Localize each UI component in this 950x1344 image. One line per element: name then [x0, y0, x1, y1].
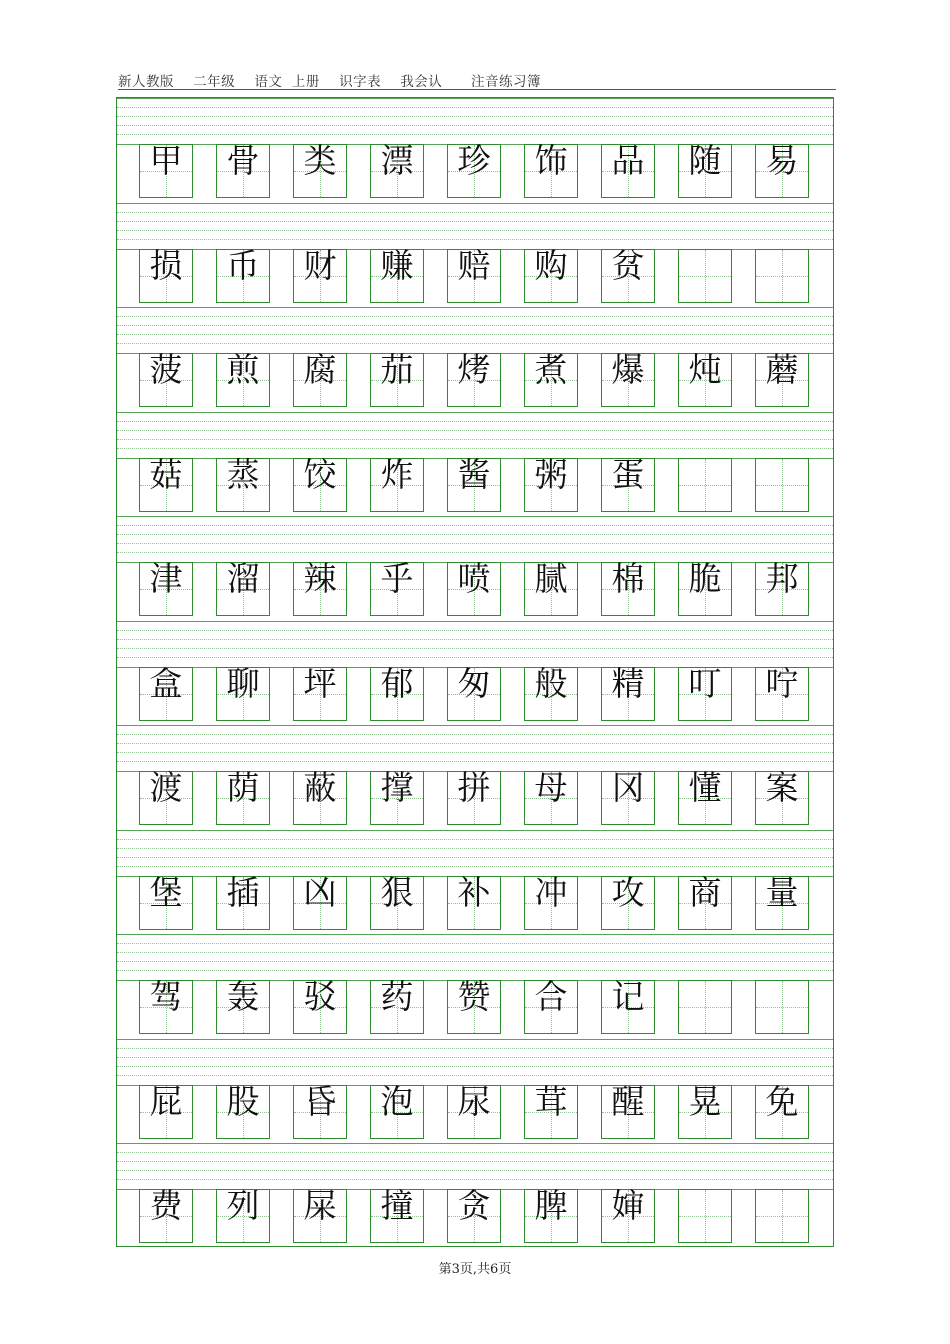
practice-row [117, 516, 833, 620]
character-cell [678, 1081, 732, 1139]
character-cell [755, 663, 809, 721]
pinyin-guide-line [117, 934, 833, 935]
pinyin-guide-line [117, 952, 833, 953]
character-cell [216, 1186, 270, 1243]
character-cell [601, 1186, 655, 1243]
pinyin-guide-line [117, 203, 833, 204]
hanzi-character: 贫 [611, 245, 645, 285]
page-header: 新人教版 二年级 语文 上册 识字表 我会认 注音练习簿 [118, 70, 836, 90]
pinyin-guide-line [117, 212, 833, 213]
character-cell [216, 141, 270, 198]
character-cell [293, 977, 347, 1034]
character-cell [447, 1081, 501, 1139]
hanzi-character: 咛 [765, 663, 799, 703]
hanzi-character: 茸 [534, 1081, 568, 1121]
practice-row [117, 307, 833, 411]
hanzi-character: 辣 [303, 559, 337, 598]
character-cell [139, 872, 193, 930]
pinyin-guide-line [117, 1143, 833, 1144]
hanzi-character: 喷 [457, 559, 491, 598]
character-cell [139, 454, 193, 512]
hanzi-character: 母 [534, 768, 568, 807]
character-cell [370, 245, 424, 303]
character-cell [216, 559, 270, 616]
character-cell [139, 1081, 193, 1139]
hanzi-character: 攻 [611, 872, 645, 912]
hanzi-character: 脾 [534, 1186, 568, 1225]
pinyin-guide-line [117, 430, 833, 431]
pinyin-guide-line [117, 239, 833, 240]
character-cell [601, 350, 655, 407]
hanzi-character: 棉 [611, 559, 645, 598]
character-cell [601, 454, 655, 512]
character-cell [139, 977, 193, 1034]
character-cell [601, 663, 655, 721]
hanzi-character: 记 [611, 977, 645, 1016]
character-cell [447, 768, 501, 825]
character-cell [370, 768, 424, 825]
character-cell [370, 454, 424, 512]
character-cell [601, 977, 655, 1034]
hanzi-character: 补 [457, 872, 491, 912]
character-cell [678, 249, 732, 303]
hanzi-character: 冲 [534, 872, 568, 912]
hanzi-character: 屁 [149, 1081, 183, 1121]
practice-row [117, 830, 833, 934]
hanzi-character: 列 [226, 1186, 260, 1225]
pinyin-guide-line [117, 116, 833, 117]
hanzi-character: 合 [534, 977, 568, 1016]
hanzi-character: 狠 [380, 872, 414, 912]
pinyin-guide-line [117, 630, 833, 631]
pinyin-guide-line [117, 134, 833, 135]
hanzi-character: 币 [226, 245, 260, 285]
character-cell [216, 1081, 270, 1139]
hanzi-character: 蘑 [765, 350, 799, 389]
hanzi-character: 婶 [611, 1186, 645, 1225]
hanzi-character: 类 [303, 141, 337, 180]
hanzi-character: 腐 [303, 350, 337, 389]
character-cell [293, 1081, 347, 1139]
character-cell [447, 245, 501, 303]
hanzi-character: 渡 [149, 768, 183, 807]
hanzi-character: 脆 [688, 559, 722, 598]
page-number: 第3页,共6页 [438, 1262, 512, 1277]
pinyin-guide-line [117, 761, 833, 762]
character-cell [370, 872, 424, 930]
pinyin-guide-line [117, 125, 833, 126]
character-cell [755, 458, 809, 512]
practice-row [117, 1143, 833, 1247]
hanzi-character: 贪 [457, 1186, 491, 1225]
pinyin-guide-line [117, 516, 833, 517]
pinyin-guide-line [117, 552, 833, 553]
character-cell [139, 1186, 193, 1243]
hanzi-character: 爆 [611, 350, 645, 389]
practice-row [117, 412, 833, 516]
hanzi-character: 晃 [688, 1081, 722, 1121]
hanzi-character: 驾 [149, 977, 183, 1016]
hanzi-character: 撑 [380, 768, 414, 807]
character-cell [216, 977, 270, 1034]
character-cell [216, 350, 270, 407]
hanzi-character: 驳 [303, 977, 337, 1016]
practice-row [117, 725, 833, 829]
hanzi-character: 撞 [380, 1186, 414, 1225]
hanzi-character: 堡 [149, 872, 183, 912]
character-cell [678, 458, 732, 512]
pinyin-guide-line [117, 830, 833, 831]
character-cell [755, 768, 809, 825]
hanzi-character: 品 [611, 141, 645, 180]
hanzi-character: 赚 [380, 245, 414, 285]
hanzi-character: 骨 [226, 141, 260, 180]
character-cell [293, 141, 347, 198]
character-cell [216, 663, 270, 721]
character-cell [447, 977, 501, 1034]
pinyin-guide-line [117, 525, 833, 526]
hanzi-character: 量 [765, 872, 799, 912]
pinyin-guide-line [117, 752, 833, 753]
pinyin-guide-line [117, 343, 833, 344]
character-cell [755, 1081, 809, 1139]
character-cell [216, 768, 270, 825]
character-cell [678, 663, 732, 721]
character-cell [370, 1186, 424, 1243]
hanzi-character: 蛋 [611, 454, 645, 494]
character-cell [293, 1186, 347, 1243]
hanzi-character: 煮 [534, 350, 568, 389]
hanzi-character: 费 [149, 1186, 183, 1225]
hanzi-character: 匆 [457, 663, 491, 703]
hanzi-character: 漂 [380, 141, 414, 180]
character-cell [447, 559, 501, 616]
hanzi-character: 拼 [457, 768, 491, 807]
hanzi-character: 饰 [534, 141, 568, 180]
cell-guide-vertical [705, 250, 706, 302]
hanzi-character: 津 [149, 559, 183, 598]
character-cell [524, 1081, 578, 1139]
pinyin-guide-line [117, 1161, 833, 1162]
character-cell [293, 559, 347, 616]
character-cell [601, 245, 655, 303]
pinyin-guide-line [117, 734, 833, 735]
hanzi-character: 盒 [149, 663, 183, 703]
practice-row [117, 621, 833, 725]
pinyin-guide-line [117, 1075, 833, 1076]
hanzi-character: 炸 [380, 454, 414, 494]
hanzi-character: 赞 [457, 977, 491, 1016]
cell-guide-vertical [782, 1190, 783, 1242]
pinyin-guide-line [117, 866, 833, 867]
hanzi-character: 郁 [380, 663, 414, 703]
character-cell [524, 454, 578, 512]
character-cell [447, 141, 501, 198]
character-cell [601, 1081, 655, 1139]
pinyin-guide-line [117, 307, 833, 308]
character-cell [370, 977, 424, 1034]
cell-guide-vertical [782, 981, 783, 1033]
character-cell [139, 768, 193, 825]
character-cell [678, 768, 732, 825]
hanzi-character: 叮 [688, 663, 722, 703]
pinyin-guide-line [117, 439, 833, 440]
character-cell [293, 768, 347, 825]
pinyin-guide-line [117, 534, 833, 535]
character-cell [293, 245, 347, 303]
hanzi-character: 坪 [303, 663, 337, 703]
hanzi-character: 甲 [149, 141, 183, 180]
hanzi-character: 菠 [149, 350, 183, 389]
character-cell [601, 141, 655, 198]
character-cell [370, 1081, 424, 1139]
character-practice-grid [116, 97, 834, 1247]
pinyin-guide-line [117, 230, 833, 231]
pinyin-guide-line [117, 316, 833, 317]
hanzi-character: 商 [688, 872, 722, 912]
character-cell [447, 872, 501, 930]
pinyin-guide-line [117, 970, 833, 971]
character-cell [524, 977, 578, 1034]
hanzi-character: 免 [765, 1081, 799, 1121]
hanzi-character: 尿 [457, 1081, 491, 1121]
character-cell [139, 350, 193, 407]
character-cell [524, 872, 578, 930]
character-cell [755, 350, 809, 407]
pinyin-guide-line [117, 412, 833, 413]
hanzi-character: 醒 [611, 1081, 645, 1121]
character-cell [293, 350, 347, 407]
character-cell [216, 245, 270, 303]
character-cell [601, 559, 655, 616]
character-cell [216, 872, 270, 930]
character-cell [370, 559, 424, 616]
pinyin-guide-line [117, 421, 833, 422]
cell-guide-vertical [705, 459, 706, 511]
cell-guide-vertical [705, 1190, 706, 1242]
character-cell [293, 663, 347, 721]
pinyin-guide-line [117, 621, 833, 622]
character-cell [678, 872, 732, 930]
character-cell [447, 350, 501, 407]
character-cell [524, 141, 578, 198]
hanzi-character: 插 [226, 872, 260, 912]
character-cell [755, 980, 809, 1034]
hanzi-character: 冈 [611, 768, 645, 807]
hanzi-character: 菇 [149, 454, 183, 494]
character-cell [139, 663, 193, 721]
hanzi-character: 懂 [688, 768, 722, 807]
cell-guide-vertical [705, 981, 706, 1033]
hanzi-character: 珍 [457, 141, 491, 180]
hanzi-character: 蔽 [303, 768, 337, 807]
hanzi-character: 饺 [303, 454, 337, 494]
pinyin-guide-line [117, 1152, 833, 1153]
pinyin-guide-line [117, 839, 833, 840]
character-cell [524, 663, 578, 721]
practice-row [117, 1039, 833, 1143]
hanzi-character: 精 [611, 663, 645, 703]
hanzi-character: 乎 [380, 559, 414, 598]
character-cell [678, 141, 732, 198]
character-cell [755, 141, 809, 198]
hanzi-character: 腻 [534, 559, 568, 598]
hanzi-character: 财 [303, 245, 337, 285]
pinyin-guide-line [117, 1170, 833, 1171]
hanzi-character: 溜 [226, 559, 260, 598]
character-cell [139, 141, 193, 198]
character-cell [139, 245, 193, 303]
hanzi-character: 赔 [457, 245, 491, 285]
pinyin-guide-line [117, 848, 833, 849]
character-cell [293, 872, 347, 930]
hanzi-character: 购 [534, 245, 568, 285]
character-cell [601, 872, 655, 930]
character-cell [755, 1189, 809, 1243]
practice-row [117, 98, 833, 202]
pinyin-guide-line [117, 639, 833, 640]
hanzi-character: 酱 [457, 454, 491, 494]
hanzi-character: 轰 [226, 977, 260, 1016]
pinyin-guide-line [117, 1179, 833, 1180]
hanzi-character: 屎 [303, 1186, 337, 1225]
pinyin-guide-line [117, 1057, 833, 1058]
character-cell [370, 663, 424, 721]
pinyin-guide-line [117, 448, 833, 449]
hanzi-character: 邦 [765, 559, 799, 598]
character-cell [678, 350, 732, 407]
hanzi-character: 随 [688, 141, 722, 180]
character-cell [447, 1186, 501, 1243]
hanzi-character: 泡 [380, 1081, 414, 1121]
pinyin-guide-line [117, 725, 833, 726]
character-cell [755, 559, 809, 616]
hanzi-character: 易 [765, 141, 799, 180]
pinyin-guide-line [117, 1048, 833, 1049]
hanzi-character: 昏 [303, 1081, 337, 1121]
character-cell [447, 454, 501, 512]
character-cell [755, 872, 809, 930]
character-cell [678, 1189, 732, 1243]
pinyin-guide-line [117, 98, 833, 99]
hanzi-character: 粥 [534, 454, 568, 494]
character-cell [139, 559, 193, 616]
pinyin-guide-line [117, 325, 833, 326]
practice-row [117, 934, 833, 1038]
hanzi-character: 股 [226, 1081, 260, 1121]
hanzi-character: 般 [534, 663, 568, 703]
pinyin-guide-line [117, 1066, 833, 1067]
character-cell [601, 768, 655, 825]
character-cell [755, 249, 809, 303]
character-cell [447, 663, 501, 721]
hanzi-character: 烤 [457, 350, 491, 389]
hanzi-character: 案 [765, 768, 799, 807]
character-cell [524, 559, 578, 616]
hanzi-character: 炖 [688, 350, 722, 389]
pinyin-guide-line [117, 961, 833, 962]
hanzi-character: 蒸 [226, 454, 260, 494]
character-cell [678, 559, 732, 616]
character-cell [678, 980, 732, 1034]
pinyin-guide-line [117, 334, 833, 335]
pinyin-guide-line [117, 743, 833, 744]
pinyin-guide-line [117, 221, 833, 222]
pinyin-guide-line [117, 943, 833, 944]
hanzi-character: 损 [149, 245, 183, 285]
character-cell [524, 350, 578, 407]
character-cell [293, 454, 347, 512]
cell-guide-vertical [782, 250, 783, 302]
pinyin-guide-line [117, 107, 833, 108]
pinyin-guide-line [117, 648, 833, 649]
pinyin-guide-line [117, 857, 833, 858]
character-cell [524, 768, 578, 825]
hanzi-character: 聊 [226, 663, 260, 703]
practice-row [117, 203, 833, 307]
hanzi-character: 凶 [303, 872, 337, 912]
character-cell [216, 454, 270, 512]
pinyin-guide-line [117, 1039, 833, 1040]
cell-guide-vertical [782, 459, 783, 511]
character-cell [370, 141, 424, 198]
character-cell [524, 1186, 578, 1243]
hanzi-character: 荫 [226, 768, 260, 807]
hanzi-character: 茄 [380, 350, 414, 389]
character-cell [370, 350, 424, 407]
hanzi-character: 煎 [226, 350, 260, 389]
hanzi-character: 药 [380, 977, 414, 1016]
pinyin-guide-line [117, 657, 833, 658]
character-cell [524, 245, 578, 303]
pinyin-guide-line [117, 543, 833, 544]
